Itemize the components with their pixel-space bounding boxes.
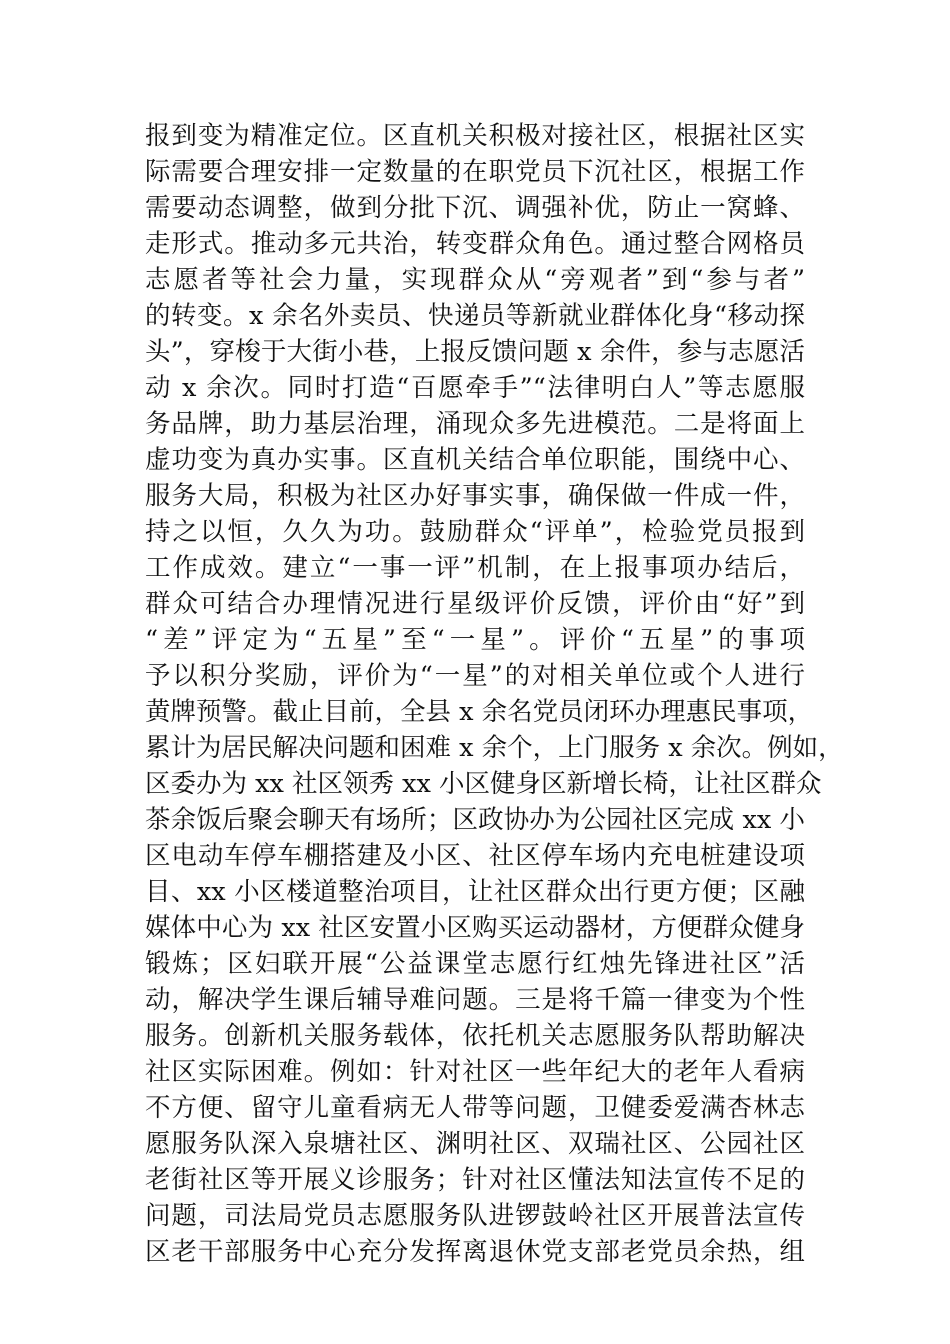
body-text — [145, 118, 844, 1270]
text-line: 需要动态调整，做到分批下沉、调强补优，防止一窝蜂、 — [145, 193, 805, 223]
text-line: 务品牌，助力基层治理，涌现众多先进模范。二是将面上 — [145, 409, 805, 439]
text-line: 际需要合理安排一定数量的在职党员下沉社区，根据工作 — [145, 157, 805, 187]
text-line: 予以积分奖励，评价为“一星”的对相关单位或个人进行 — [145, 661, 805, 691]
text-line: 动 x 余次。同时打造“百愿牵手”“法律明白人”等志愿服 — [145, 373, 805, 403]
text-line: “差”评定为“五星”至“一星”。评价“五星”的事项 — [145, 625, 805, 655]
text-line: 服务。创新机关服务载体，依托机关志愿服务队帮助解决 — [145, 1021, 805, 1051]
text-line: 区委办为 xx 社区领秀 xx 小区健身区新增长椅，让社区群众 — [145, 769, 822, 799]
text-line: 区电动车停车棚搭建及小区、社区停车场内充电桩建设项 — [145, 841, 805, 871]
text-line: 媒体中心为 xx 社区安置小区购买运动器材，方便群众健身 — [145, 913, 805, 943]
text-line: 持之以恒，久久为功。鼓励群众“评单”，检验党员报到 — [145, 517, 805, 547]
text-line: 工作成效。建立“一事一评”机制，在上报事项办结后， — [145, 553, 805, 583]
text-line: 区老干部服务中心充分发挥离退休党支部老党员余热，组 — [145, 1237, 805, 1267]
text-line: 虚功变为真办实事。区直机关结合单位职能，围绕中心、 — [145, 445, 805, 475]
text-line: 累计为居民解决问题和困难 x 余个，上门服务 x 余次。例如， — [145, 733, 844, 763]
text-line: 群众可结合办理情况进行星级评价反馈，评价由“好”到 — [145, 589, 805, 619]
text-line: 黄牌预警。截止目前，全县 x 余名党员闭环办理惠民事项， — [145, 697, 814, 727]
text-line: 社区实际困难。例如：针对社区一些年纪大的老年人看病 — [145, 1057, 805, 1087]
text-line: 的转变。x 余名外卖员、快递员等新就业群体化身“移动探 — [145, 301, 805, 331]
text-line: 动，解决学生课后辅导难问题。三是将千篇一律变为个性 — [145, 985, 805, 1015]
text-line: 走形式。推动多元共治，转变群众角色。通过整合网格员 — [145, 229, 805, 259]
text-line: 愿服务队深入泉塘社区、渊明社区、双瑞社区、公园社区 — [145, 1129, 805, 1159]
text-line: 老街社区等开展义诊服务；针对社区懂法知法宣传不足的 — [145, 1165, 805, 1195]
text-line: 志愿者等社会力量，实现群众从“旁观者”到“参与者” — [145, 265, 805, 295]
text-line: 头”，穿梭于大街小巷，上报反馈问题 x 余件，参与志愿活 — [145, 337, 805, 367]
text-line: 报到变为精准定位。区直机关积极对接社区，根据社区实 — [145, 121, 805, 151]
text-line: 服务大局，积极为社区办好事实事，确保做一件成一件， — [145, 481, 805, 511]
text-line: 茶余饭后聚会聊天有场所；区政协办为公园社区完成 xx 小 — [145, 805, 805, 835]
text-line: 问题，司法局党员志愿服务队进锣鼓岭社区开展普法宣传 — [145, 1201, 805, 1231]
text-line: 不方便、留守儿童看病无人带等问题，卫健委爱满杏林志 — [145, 1093, 805, 1123]
text-line: 目、xx 小区楼道整治项目，让社区群众出行更方便；区融 — [145, 877, 805, 907]
text-line: 锻炼；区妇联开展“公益课堂志愿行红烛先锋进社区”活 — [145, 949, 805, 979]
